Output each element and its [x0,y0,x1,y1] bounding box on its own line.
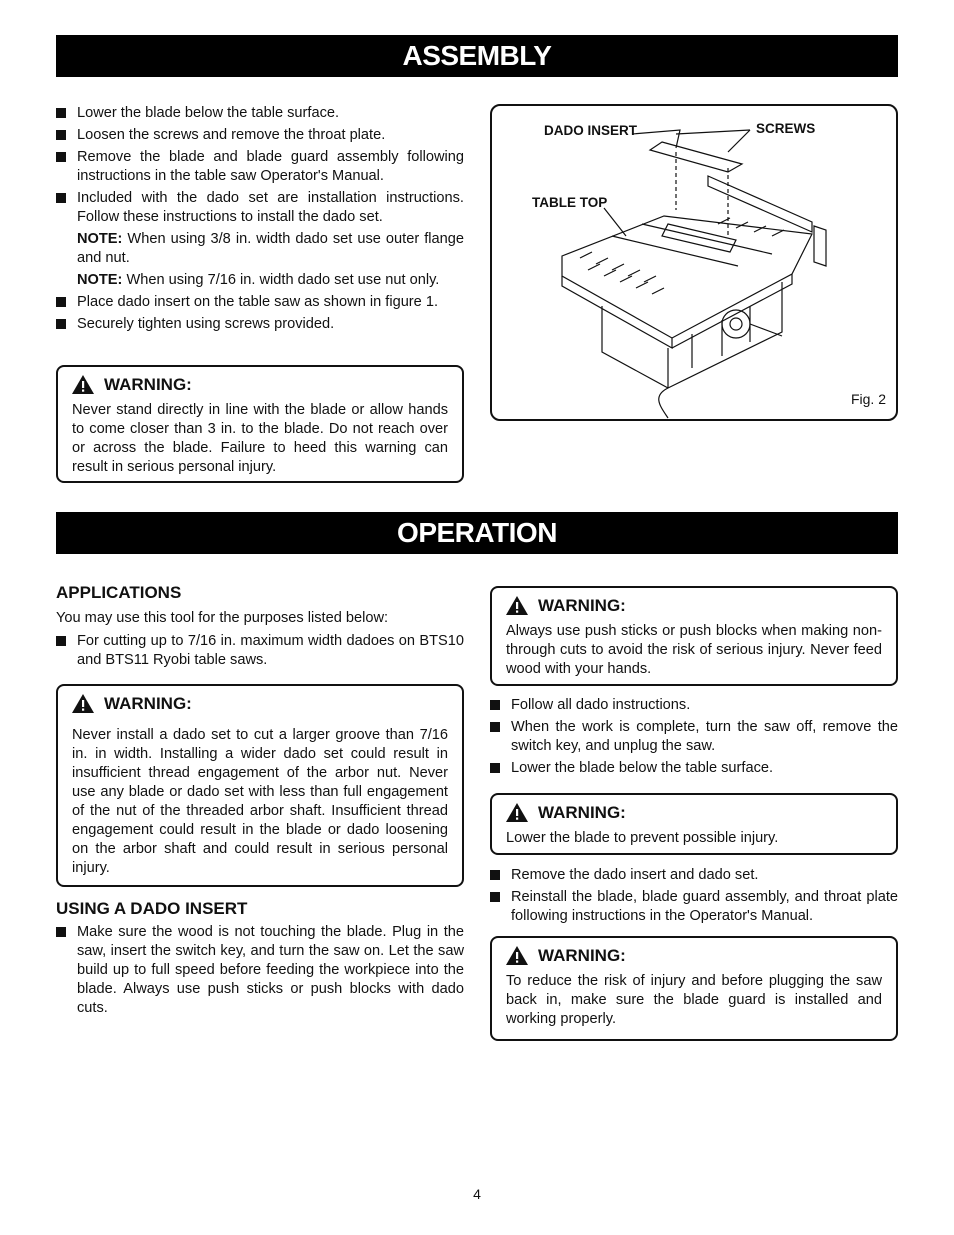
list-item: For cutting up to 7/16 in. maximum width dadoes on BTS10 and BTS11 Ryobi table saws. [56,632,464,670]
dado-insert-heading: USING A DADO INSERT [56,899,248,918]
warning-heading-text: WARNING: [538,946,626,965]
warning-triangle-icon [72,375,94,394]
warning-text: Never stand directly in line with the blade or allow hands to come closer than 3 in. to the blade. Do not reach over or across the blade. Failure to heed this warning can result in serious personal injury. [72,402,448,475]
operation-banner: OPERATION [56,512,898,554]
warning-heading [506,596,882,615]
label-dado-insert: DADO INSERT [544,123,638,138]
assembly-banner: ASSEMBLY [56,35,898,77]
warning-heading-text: WARNING: [104,694,192,713]
figure-caption: Fig. 2 [850,391,886,407]
warning-text: Lower the blade to prevent possible injury. [506,830,779,846]
blade-guard-warning-box [490,936,898,1041]
table-saw-illustration [492,106,896,419]
applications-list [56,632,464,670]
lower-blade-warning-box [490,793,898,855]
assembly-instructions [56,104,464,337]
note-text: When using 3/8 in. width dado set use outer flange and nut. [77,231,464,266]
list-item: Make sure the wood is not touching the blade. Plug in the saw, insert the switch key, and turn the saw on. Let the saw build up to full speed before feeding the workpiece into the blade. Always use push sticks or push blocks with dado cuts. [56,923,464,1018]
warning-heading-text: WARNING: [538,803,626,822]
warning-heading [72,375,448,394]
warning-triangle-icon [72,694,94,713]
applications-heading: APPLICATIONS [56,583,182,602]
push-sticks-warning-box [490,586,898,686]
label-screws: SCREWS [756,121,816,136]
note-7-16-inch [56,271,464,290]
note-text: When using 7/16 in. width dado set use nut only. [122,272,440,288]
warning-heading [72,694,448,713]
note-3-8-inch [56,230,464,268]
list-item: Reinstall the blade, blade guard assembly, and throat plate following instructions in the Operator's Manual. [490,888,898,926]
list-item: Remove the blade and blade guard assembly following instructions in the table saw Operator's Manual. [56,148,464,186]
list-item: Lower the blade below the table surface. [56,104,464,123]
warning-heading [506,803,882,822]
dado-insert-list [56,923,464,1018]
list-item: Remove the dado insert and dado set. [490,866,898,885]
warning-triangle-icon [506,946,528,965]
applications-intro: You may use this tool for the purposes listed below: [56,610,389,626]
assembly-steps-a [56,104,464,227]
applications-warning-box [56,684,464,887]
warning-text: To reduce the risk of injury and before plugging the saw back in, make sure the blade guard is installed and working properly. [506,973,882,1027]
list-item: Follow all dado instructions. [490,696,898,715]
operation-steps-list [490,866,898,926]
warning-heading-text: WARNING: [104,375,192,394]
warning-triangle-icon [506,803,528,822]
operation-steps-1 [490,696,898,781]
label-table-top: TABLE TOP [532,195,608,210]
dado-insert-section [56,899,464,1021]
list-item: Place dado insert on the table saw as shown in figure 1. [56,293,464,312]
assembly-steps-b [56,293,464,334]
warning-heading-text: WARNING: [538,596,626,615]
list-item: Lower the blade below the table surface. [490,759,898,778]
list-item: Securely tighten using screws provided. [56,315,464,334]
applications-section [56,583,464,673]
warning-text: Never install a dado set to cut a larger groove than 7/16 in. in width. Installing a wider dado set could result in insufficient thread engagement of the arbor nut. Never use any blade or dado set with less than full engagement of the nut of the threaded arbor shaft. Insufficient thread engagement could result in the blade or dado loosening on the arbor shaft and could result in serious personal injury. [72,727,448,876]
operation-steps-2 [490,866,898,929]
operation-steps-list [490,696,898,778]
figure-2 [490,104,898,421]
assembly-warning-box [56,365,464,483]
list-item: Included with the dado set are installation instructions. Follow these instructions to install the dado set. [56,189,464,227]
note-label: NOTE: [77,231,123,247]
warning-heading [506,946,882,965]
list-item: When the work is complete, turn the saw off, remove the switch key, and unplug the saw. [490,718,898,756]
warning-triangle-icon [506,596,528,615]
note-label: NOTE: [77,272,123,288]
page-number: 4 [473,1186,481,1202]
list-item: Loosen the screws and remove the throat plate. [56,126,464,145]
warning-text: Always use push sticks or push blocks when making non-through cuts to avoid the risk of serious injury. Never feed wood with your hands. [506,623,882,677]
